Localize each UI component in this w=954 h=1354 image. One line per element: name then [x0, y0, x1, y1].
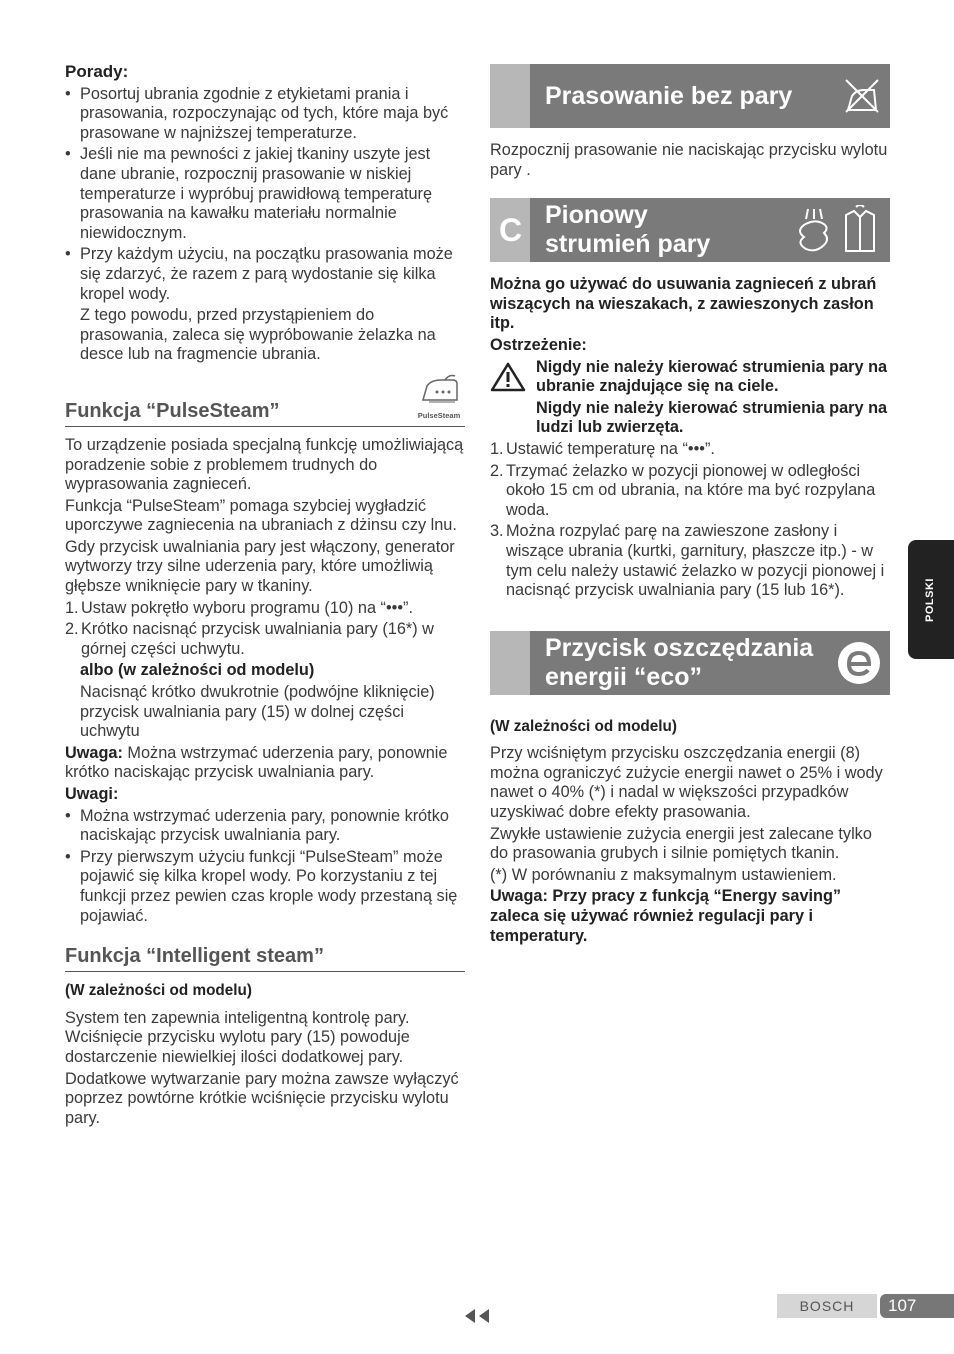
intelligent-p2: Dodatkowe wytwarzanie pary można zawsze wyłączyć poprzez powtórne krótkie wciśnięcie przycisku wylotu pary.	[65, 1069, 459, 1127]
intelligent-section-title	[65, 944, 465, 972]
eco-p2: Zwykłe ustawienie zużycia energii jest zalecane tylko do prasowania grubych i silnie pomiętych tkanin.	[490, 824, 872, 863]
pulsesteam-steps	[65, 599, 465, 660]
list-item: • Posortuj ubrania zgodnie z etykietami prania i prasowania, rozpoczynając od tych, które maja być prasowane w najniższej temperaturze.	[65, 85, 465, 144]
tips-heading: Porady:	[65, 62, 129, 81]
eco-title: Przycisk oszczędzania energii “eco”	[545, 633, 814, 691]
pulsesteam-icon-caption: PulseSteam	[417, 410, 461, 420]
iron-icon	[415, 374, 463, 408]
pulsesteam-p1: To urządzenie posiada specjalną funkcję umożliwiającą poradzenie sobie z problemem trudnych do wyprasowania zagnieceń.	[65, 435, 464, 494]
eco-subtitle: (W zależności od modelu)	[490, 717, 677, 735]
dry-ironing-title: Prasowanie bez pary	[545, 81, 793, 110]
tips-list	[65, 85, 465, 305]
list-item: 1. Ustaw pokrętło wyboru programu (10) na “•••”.	[65, 598, 413, 617]
dry-ironing-text: Rozpocznij prasowanie nie naciskając przycisku wylotu pary .	[490, 141, 888, 179]
left-column	[65, 62, 465, 1130]
vertical-steam-banner	[490, 198, 890, 262]
warning-icon	[490, 358, 536, 440]
pulsesteam-icon	[415, 374, 463, 420]
intelligent-subtitle: (W zależności od modelu)	[65, 982, 252, 1000]
list-item: • Można wstrzymać uderzenia pary, ponownie krótko naciskając przycisk uwalniania pary.	[65, 807, 465, 846]
pulsesteam-note: Uwaga: Można wstrzymać uderzenia pary, ponownie krótko naciskając przycisk uwalniania pary.	[65, 743, 448, 782]
banner-strip	[490, 198, 530, 262]
vertical-steam-intro: Można go używać do usuwania zagnieceń z ubrań wiszących na wieszakach, z zawieszonych zasłon itp.	[490, 275, 877, 333]
language-tab-label: POLSKI	[924, 577, 937, 622]
right-column	[490, 64, 890, 948]
banner-strip	[490, 64, 530, 128]
list-item: 2. Krótko nacisnąć przycisk uwalniania pary (16*) w górnej części uchwytu.	[65, 620, 434, 658]
list-item: • Przy pierwszym użyciu funkcji “PulseSteam” może pojawić się kilka kropel wody. Po korzystaniu z tej funkcji przez pewien czas krople wody przestaną się pojawiać.	[65, 848, 465, 926]
eco-icon	[836, 640, 882, 686]
footer-brand: BOSCH	[777, 1294, 877, 1318]
list-item: 1. Ustawić temperaturę na “•••”.	[490, 439, 715, 458]
pulsesteam-section-title	[65, 399, 465, 427]
pulsesteam-p2: Funkcja “PulseSteam” pomaga szybciej wygładzić uporczywe zagniecenia na ubraniach z dżinsu czy lnu.	[65, 496, 457, 535]
pulsesteam-alt-text: Nacisnąć krótko dwukrotnie (podwójne kliknięcie) przycisk uwalniania pary (15) w dolnej części uchwytu	[80, 683, 435, 741]
intelligent-title: Funkcja “Intelligent steam”	[65, 945, 324, 968]
no-steam-icon	[842, 76, 882, 116]
pulsesteam-notes-list	[65, 807, 465, 927]
section-letter: C	[499, 212, 523, 249]
eco-note: Uwaga: Przy pracy z funkcją “Energy saving” zaleca się używać również regulacji pary i temperatury.	[490, 887, 842, 945]
warning-text-1: Nigdy nie należy kierować strumienia pary na ubranie znajdujące się na ciele.	[536, 357, 888, 396]
banner-strip	[490, 631, 530, 695]
list-item: • Przy każdym użyciu, na początku prasowania może się zdarzyć, że razem z parą wydostanie się kilka kropel wody.	[65, 245, 465, 304]
eco-p3: (*) W porównaniu z maksymalnym ustawieniem.	[490, 865, 837, 884]
page-number: 107	[880, 1294, 954, 1318]
previous-page-icon[interactable]	[463, 1308, 491, 1330]
list-item: 3. Można rozpylać parę na zawieszone zasłony i wiszące ubrania (kurtki, garnitury, płaszcze itp.) - w tym celu należy ustawić żelazko w pozycji pionowej i nacisnąć przycisk uwalniania pary (15 lub 16*).	[490, 522, 885, 600]
pulsesteam-title: Funkcja “PulseSteam”	[65, 399, 280, 422]
dry-ironing-banner	[490, 64, 890, 128]
warning-block	[490, 358, 890, 440]
vertical-steam-icon	[790, 205, 882, 255]
eco-p1: Przy wciśniętym przycisku oszczędzania energii (8) można ograniczyć zużycie energii nawet o 25% i wody nawet o 40% (*) i nadal w większości przypadków uzyskiwać dobre efekty prasowania.	[490, 744, 883, 822]
tips-note: Z tego powodu, przed przystąpieniem do prasowania, zaleca się wypróbowanie żelazka na desce lub na fragmencie ubrania.	[80, 306, 436, 364]
vertical-steam-title: Pionowy strumień pary	[545, 201, 711, 259]
pulsesteam-notes-heading: Uwagi:	[65, 785, 119, 803]
eco-banner	[490, 631, 890, 695]
list-item: 2. Trzymać żelazko w pozycji pionowej w odległości około 15 cm od ubrania, na które ma być rozpylana woda.	[490, 461, 876, 519]
warning-label: Ostrzeżenie:	[490, 335, 587, 354]
intelligent-p1: System ten zapewnia inteligentną kontrolę pary. Wciśnięcie przycisku wylotu pary (15) powoduje dostarczenie niewielkiej ilości dodatkowej pary.	[65, 1008, 410, 1066]
list-item: • Jeśli nie ma pewności z jakiej tkaniny uszyte jest dane ubranie, rozpocznij prasowanie w niskiej temperaturze i wypróbuj prawidłową temperaturę prasowania na kawałku materiału normalnie niewidocznym.	[65, 145, 465, 243]
pulsesteam-alt-heading: albo (w zależności od modelu)	[80, 661, 315, 680]
vertical-steam-steps	[490, 440, 890, 601]
pulsesteam-p3: Gdy przycisk uwalniania pary jest włączony, generator wytworzy trzy silne uderzenia pary, które umożliwią głębsze wniknięcie pary w tkaniny.	[65, 537, 455, 596]
language-tab[interactable]	[908, 540, 954, 659]
warning-text-2: Nigdy nie należy kierować strumienia pary na ludzi lub zwierzęta.	[536, 398, 888, 437]
